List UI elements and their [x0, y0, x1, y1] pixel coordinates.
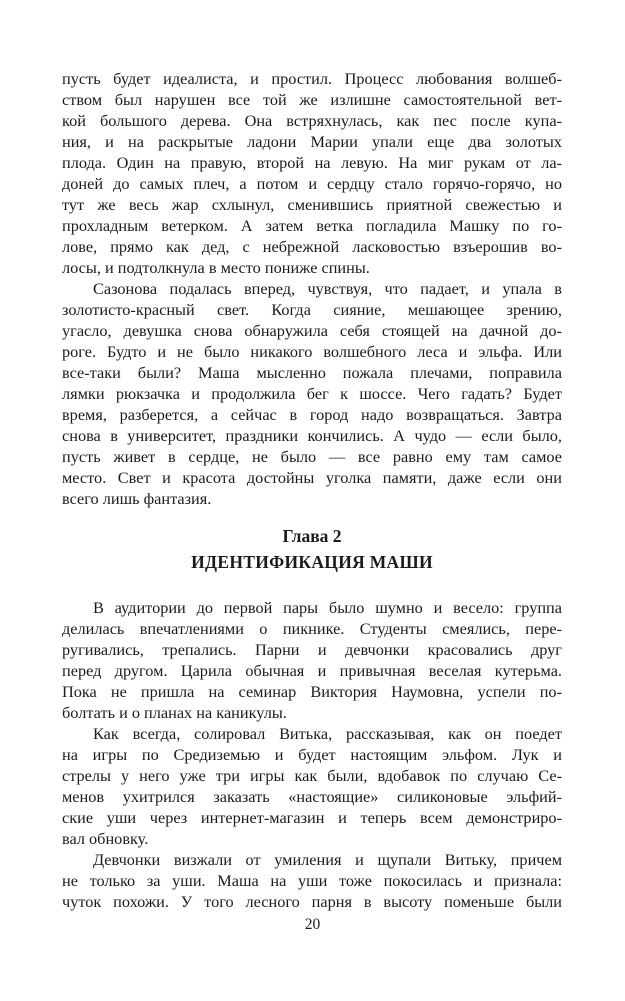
- text-line: лосы, и подтолкнула в место пониже спины.: [62, 258, 370, 277]
- text-line: стрелы у него уже три игры как были, вдобавок по случаю Се-: [62, 766, 562, 785]
- text-line: прохладным ветерком. А затем ветка погладила Машку по го-: [62, 216, 562, 235]
- chapter-number: Глава 2: [282, 526, 342, 546]
- text-line: все-таки были? Маша мысленно пожала плечами, поправила: [62, 363, 562, 382]
- text-line: ством был нарушен все той же излишне самостоятельной вет-: [62, 90, 562, 109]
- text-line: всего лишь фантазия.: [62, 489, 212, 508]
- paragraph: [62, 723, 562, 849]
- page-number: 20: [304, 916, 321, 933]
- text-line: Девчонки визжали от умиления и щупали Витьку, причем: [93, 850, 562, 869]
- text-line: вал обновку.: [62, 829, 149, 848]
- chapter-heading: [62, 523, 562, 575]
- paragraph: [62, 849, 562, 912]
- text-line: ния, и на раскрытые ладони Марии упали еще два золотых: [62, 132, 562, 151]
- paragraph: [62, 68, 562, 278]
- text-line: болтать и о планах на каникулы.: [62, 703, 287, 722]
- paragraph: [62, 597, 562, 723]
- text-line: Пока не пришла на семинар Виктория Наумовна, успели по-: [62, 682, 562, 701]
- text-line: менов ухитрился заказать «настоящие» силиконовые эльфий-: [62, 787, 562, 806]
- text-line: ругивались, трепались. Парни и девчонки красовались друг: [62, 640, 562, 659]
- text-line: делилась впечатлениями о пикнике. Студенты смеялись, пере-: [62, 619, 562, 638]
- text-line: доней до самых плеч, а потом и сердцу стало горячо-горячо, но: [62, 174, 562, 193]
- text-line: снова в университет, праздники кончились. А чудо — если было,: [62, 426, 562, 445]
- text-line: плода. Один на правую, второй на левую. На миг рукам от ла-: [62, 153, 562, 172]
- text-line: Сазонова подалась вперед, чувствуя, что падает, и упала в: [93, 279, 562, 298]
- text-line: на игры по Средиземью и будет настоящим эльфом. Лук и: [62, 745, 562, 764]
- text-line: пусть живет в сердце, не было — все равно ему там самое: [62, 447, 562, 466]
- text-line: лямки рюкзачка и продолжила бег к шоссе. Чего гадать? Будет: [62, 384, 562, 403]
- text-line: золотисто-красный свет. Когда сияние, мешающее зрению,: [62, 300, 562, 319]
- text-line: время, разберется, а сейчас в город надо возвращаться. Завтра: [62, 405, 562, 424]
- text-line: лове, прямо как дед, с небрежной ласковостью взъерошив во-: [62, 237, 562, 256]
- paragraph: [62, 278, 562, 509]
- text-line: Как всегда, солировал Витька, рассказывая, как он поедет: [93, 724, 562, 743]
- text-line: роге. Будто и не было никакого волшебного леса и эльфа. Или: [62, 342, 562, 361]
- text-line: кой большого дерева. Она встряхнулась, как пес после купа-: [62, 111, 562, 130]
- chapter-title: ИДЕНТИФИКАЦИЯ МАШИ: [191, 552, 433, 572]
- text-block: [62, 68, 562, 912]
- text-line: место. Свет и красота достойны уголка памяти, даже если они: [62, 468, 562, 487]
- text-line: тут же весь жар схлынул, сменившись приятной свежестью и: [62, 195, 562, 214]
- text-line: перед другом. Царила обычная и привычная веселая кутерьма.: [62, 661, 562, 680]
- text-line: пусть будет идеалиста, и простил. Процесс любования волшеб-: [62, 69, 562, 88]
- text-line: ские уши через интернет-магазин и теперь всем демонстриро-: [62, 808, 562, 827]
- text-line: не только за уши. Маша на уши тоже покосилась и признала:: [62, 871, 562, 890]
- text-line: угасло, девушка снова обнаружила себя стоящей на дачной до-: [62, 321, 562, 340]
- text-line: чуток похожи. У того лесного парня в высоту поменьше были: [62, 892, 562, 911]
- text-line: В аудитории до первой пары было шумно и весело: группа: [93, 598, 562, 617]
